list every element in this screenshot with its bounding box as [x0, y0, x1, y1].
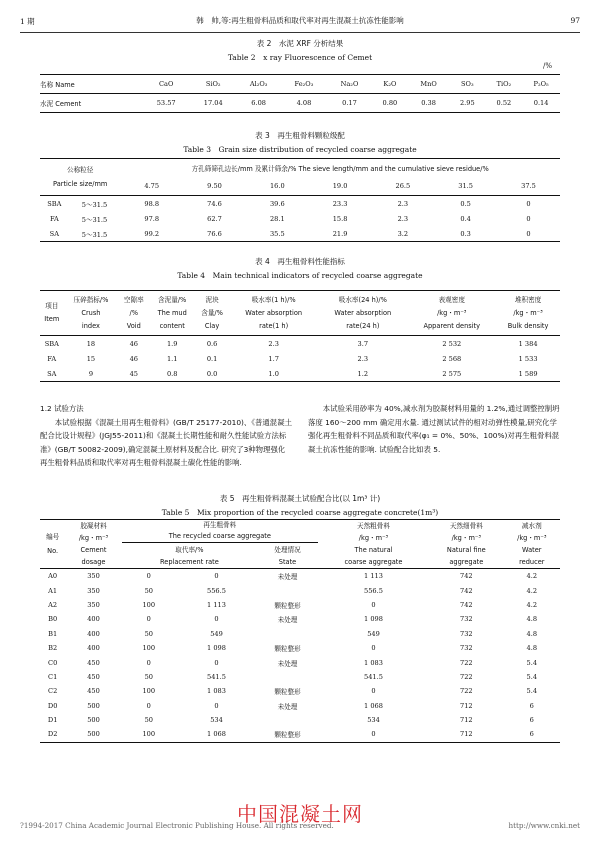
table5-cell: 0 — [146, 701, 151, 710]
table4-cell: 9 — [64, 366, 119, 382]
table5-row-label: D2 — [40, 727, 65, 742]
table5-cell: 541.5 — [207, 672, 226, 681]
table3-cell: 0.3 — [434, 226, 497, 242]
table5-state: 颗粒整形 — [257, 727, 318, 742]
table2-row-name: 水泥 Cement — [40, 94, 143, 113]
table4-row-label: FA — [47, 354, 57, 363]
table2-unit: /% — [542, 62, 552, 70]
table4 — [40, 290, 560, 382]
table4-cell: 45 — [118, 366, 149, 382]
table4-header-cell: 压碎指标/% Crush index — [64, 291, 119, 336]
table4-cell: 0.0 — [195, 366, 229, 382]
table5-state: 未处理 — [277, 702, 298, 711]
table2-header-cell: K₂O — [372, 75, 409, 94]
table5-state: 颗粒整形 — [274, 688, 301, 697]
table2-header-cell: Na₂O — [327, 75, 371, 94]
table5-cell: 4.2 — [526, 586, 538, 595]
table5-header-rca: 再生粗骨料 The recycled coarse aggregate — [122, 520, 318, 543]
table5-cell: 722 — [460, 658, 473, 667]
table2-header-cell: Fe₂O₃ — [281, 75, 328, 94]
table4-cell: 1 533 — [518, 354, 538, 363]
table5-cell: 4.8 — [526, 629, 538, 638]
table2-header-cell: TiO₂ — [486, 75, 523, 94]
table5-cell: 0 — [214, 615, 219, 624]
table5-cell: 500 — [65, 727, 121, 742]
table3-cell: 62.7 — [207, 214, 222, 223]
table4-cell: 0.1 — [206, 354, 218, 363]
table5-state: 未处理 — [277, 659, 298, 668]
table4-row-label: SBA — [44, 339, 59, 348]
footer-copyright: ?1994-2017 China Academic Journal Electronic Publishing House. All rights reserved. — [20, 821, 334, 830]
table5-cell: 400 — [87, 644, 100, 653]
table5-cell: 732 — [460, 629, 473, 638]
footer-url[interactable]: http://www.cnki.net — [508, 821, 580, 830]
table2-header-cell: P₂O₅ — [522, 75, 560, 94]
body-right-column: 本试验采用砂率为 40%,减水剂为胶凝材料用量的 1.2%,通过调整控制坍落度 160～200 mm 确定用水量. 通过测试试件的相对动弹性模量,研究化学强化再生粗骨料不同品质和取代率(φ₁ = 0%、50%、100%)对再生粗骨料混凝土抗冻性能的影响. 试验配合比如表 5. — [308, 404, 560, 454]
table5-cell: 0 — [371, 600, 376, 609]
table5-cell: 0 — [318, 727, 429, 742]
table5-row-label: C2 — [48, 687, 58, 696]
table3-cell: 5～31.5 — [69, 226, 121, 242]
table5-state: 颗粒整形 — [274, 645, 301, 654]
table2-cell: 4.08 — [281, 94, 328, 113]
table5-cell: 742 — [460, 600, 473, 609]
table5-state: 未处理 — [277, 573, 298, 582]
table4-cell: 1 384 — [518, 339, 538, 348]
table5-cell: 350 — [87, 572, 100, 581]
table5-caption-cn: 表 5 再生粗骨料混凝土试验配合比(以 1m³ 计) — [219, 494, 381, 503]
table5-cell: 50 — [144, 672, 153, 681]
table3-cell: 21.9 — [309, 226, 372, 242]
table5-cell: 556.5 — [364, 586, 383, 595]
table3-cell: 97.8 — [144, 214, 160, 223]
table5-header-no: 编号 No. — [40, 520, 65, 569]
table5-cell: 0 — [146, 658, 151, 667]
table4-header-cell: 吸水率(24 h)/% Water absorption rate(24 h) — [318, 291, 407, 336]
footer — [20, 821, 580, 830]
table5-cell: 1 098 — [364, 615, 383, 624]
table5-cell: 1 113 — [364, 572, 383, 581]
table4-header-cell: 项目 Item — [40, 291, 64, 336]
table5-cell: 722 — [460, 672, 473, 681]
table4-cell: 0.6 — [206, 339, 218, 348]
table5-cell: 712 — [460, 716, 473, 725]
table5 — [40, 519, 560, 743]
running-header — [20, 10, 580, 33]
table4-cell: 1.2 — [318, 366, 407, 382]
table3-cell: 0 — [526, 199, 531, 208]
table5-header-state: 处理情况 State — [257, 543, 318, 569]
table3 — [40, 158, 560, 242]
table3-caption-cn: 表 3 再生粗骨料颗粒级配 — [255, 131, 345, 140]
table5-cell: 722 — [460, 687, 473, 696]
table5-state — [257, 713, 318, 727]
table5-cell: 534 — [210, 716, 223, 725]
table5-state — [257, 627, 318, 641]
table2-cell: 17.04 — [190, 94, 237, 113]
table5-cell: 100 — [142, 644, 156, 653]
table4-cell: 0.8 — [149, 366, 195, 382]
table5-cell: 0 — [371, 644, 376, 653]
body-left-column: 1.2 试验方法 本试验根据《混凝土用再生粗骨料》(GB/T 25177-2010)、《普通混凝土配合比设计规程》(JGJ55-2011)和《混凝土长期性能和耐久性能试验方法标准》(GB/T 50082-2009),确定混凝土原材料及配合比. 研究了3种物理强化再生粗骨料品质和取代率对再生粗骨料混凝土碳化性能的影响. — [40, 404, 292, 467]
table5-state — [257, 670, 318, 684]
table5-cell: 732 — [460, 615, 473, 624]
table5-row-label: D0 — [47, 701, 58, 710]
table5-cell: 549 — [367, 629, 380, 638]
table5-cell: 6 — [529, 716, 534, 725]
table5-row-label: D1 — [47, 716, 58, 725]
table5-cell: 556.5 — [207, 586, 226, 595]
table5-cell: 4.8 — [526, 644, 538, 653]
table2-caption-cn: 表 2 水泥 XRF 分析结果 — [256, 39, 344, 48]
table5-cell: 100 — [122, 727, 176, 742]
table3-cell: 5～31.5 — [81, 200, 108, 209]
table3-cell: 39.6 — [269, 199, 285, 208]
table3-sieve-size: 9.50 — [183, 177, 246, 196]
table2-header-cell: MnO — [408, 75, 449, 94]
table2-cell: 0.52 — [486, 94, 523, 113]
table3-cell: 35.5 — [246, 226, 309, 242]
table2-header-cell: SiO₂ — [190, 75, 237, 94]
table3-cell: 2.3 — [397, 214, 409, 223]
table5-cell: 4.8 — [526, 615, 538, 624]
table5-cell: 549 — [210, 629, 223, 638]
table3-sieve-size: 37.5 — [497, 177, 560, 196]
table5-cell: 50 — [144, 629, 153, 638]
table4-cell: 46 — [129, 354, 138, 363]
table2-cell: 53.57 — [143, 94, 190, 113]
table4-header-cell: 泥块 含量/% Clay — [195, 291, 229, 336]
table5-cell: 0 — [371, 687, 376, 696]
table5-state: 未处理 — [277, 616, 298, 625]
table5-row-label: B2 — [48, 644, 58, 653]
table4-cell: 2 532 — [442, 339, 462, 348]
table4-cell: 3.7 — [357, 339, 369, 348]
table5-row-label: C0 — [48, 658, 58, 667]
running-title: 韩 帅,等:再生粗骨料品质和取代率对再生混凝土抗冻性能影响 — [196, 16, 404, 25]
table2-caption-en: Table 2 x ray Fluorescence of Cemet — [227, 53, 373, 62]
table5-state — [257, 583, 318, 597]
table5-cell: 4.2 — [526, 600, 538, 609]
table5-cell: 0 — [146, 615, 151, 624]
table5-state: 颗粒整形 — [274, 601, 301, 610]
table4-cell: 46 — [129, 339, 138, 348]
table3-cell: 74.6 — [207, 199, 222, 208]
table5-cell: 500 — [87, 701, 100, 710]
table3-header-size: 公称粒径 Particle size/mm — [40, 159, 120, 196]
table3-sieve-size: 4.75 — [120, 177, 183, 196]
table4-cell: 18 — [86, 339, 96, 348]
table2-cell: 0.80 — [372, 94, 409, 113]
table2 — [40, 74, 560, 113]
table3-cell: 0 — [526, 214, 531, 223]
table3-row-label: FA — [49, 214, 59, 223]
table5-row-label: C1 — [48, 672, 58, 681]
table5-cell: 1 098 — [207, 644, 226, 653]
table5-cell: 712 — [460, 701, 473, 710]
table5-cell: 541.5 — [364, 672, 383, 681]
table5-header-rate: 取代率/% Replacement rate — [122, 543, 257, 569]
table3-cell: 0.4 — [460, 214, 471, 223]
table3-cell: 15.8 — [332, 214, 348, 223]
table5-cell: 450 — [87, 687, 100, 696]
table5-header-cement: 胶凝材料 /kg・m⁻³ Cement dosage — [65, 520, 121, 569]
table4-cell: 1.0 — [229, 366, 318, 382]
table4-cell: 2 575 — [407, 366, 496, 382]
table5-cell: 450 — [87, 658, 100, 667]
table3-sieve-size: 31.5 — [434, 177, 497, 196]
watermark: 中国混凝土网 — [237, 802, 363, 826]
table5-cell: 1 083 — [364, 658, 383, 667]
table5-cell: 500 — [87, 716, 100, 725]
table3-cell: 28.1 — [269, 214, 285, 223]
table4-header-cell: 吸水率(1 h)/% Water absorption rate(1 h) — [229, 291, 318, 336]
table5-header-natural: 天然粗骨料 /kg・m⁻³ The natural coarse aggregate — [318, 520, 429, 569]
table4-cell: 1 589 — [496, 366, 560, 382]
table2-cell: 6.08 — [237, 94, 281, 113]
table5-cell: 0 — [214, 701, 219, 710]
table4-header-cell: 空隙率 /% Void — [118, 291, 149, 336]
table5-cell: 5.4 — [526, 687, 538, 696]
table5-cell: 534 — [367, 716, 380, 725]
table4-cell: 1.7 — [268, 354, 279, 363]
table5-row-label: B0 — [48, 615, 58, 624]
table3-cell: 0 — [497, 226, 560, 242]
table4-cell: 1.1 — [166, 354, 178, 363]
table4-cell: 1.9 — [166, 339, 178, 348]
table5-header-fine: 天然细骨料 /kg・m⁻³ Natural fine aggregate — [429, 520, 504, 569]
table3-cell: 2.3 — [397, 199, 409, 208]
table4-header-cell: 表观密度 /kg・m⁻³ Apparent density — [407, 291, 496, 336]
table3-caption-en: Table 3 Grain size distribution of recycled coarse aggregate — [183, 145, 417, 154]
table2-cell: 0.38 — [408, 94, 449, 113]
table4-caption-cn: 表 4 再生粗骨料性能指标 — [255, 257, 345, 266]
table2-header-cell: SO₃ — [449, 75, 486, 94]
table5-cell: 712 — [429, 727, 504, 742]
table3-cell: 23.3 — [332, 199, 348, 208]
table3-header-sieve: 方孔筛筛孔边长/mm 及累计筛余/% The sieve length/mm and the cumulative sieve residue/% — [120, 159, 560, 178]
table2-cell: 0.17 — [327, 94, 371, 113]
table5-cell: 6 — [504, 727, 560, 742]
table5-cell: 400 — [87, 629, 100, 638]
table3-cell: 5～31.5 — [81, 215, 108, 224]
table5-cell: 1 068 — [176, 727, 257, 742]
table5-cell: 742 — [460, 572, 473, 581]
table3-cell: 76.6 — [183, 226, 246, 242]
table3-sieve-size: 19.0 — [309, 177, 372, 196]
table5-cell: 0 — [214, 658, 219, 667]
table4-header-cell: 堆积密度 /kg・m⁻³ Bulk density — [496, 291, 560, 336]
issue-number: 1 期 — [20, 17, 35, 26]
table3-row-label: SA — [40, 226, 69, 242]
table5-cell: 350 — [87, 600, 100, 609]
table5-cell: 742 — [460, 586, 473, 595]
table5-row-label: A1 — [48, 586, 58, 595]
table5-cell: 1 083 — [207, 687, 226, 696]
table5-caption-en: Table 5 Mix proportion of the recycled coarse aggregate concrete(1m³) — [161, 508, 439, 517]
table3-sieve-size: 16.0 — [246, 177, 309, 196]
table5-cell: 5.4 — [526, 672, 538, 681]
table5-cell: 5.4 — [526, 658, 538, 667]
table4-cell: 15 — [86, 354, 96, 363]
table5-row-label: B1 — [48, 629, 58, 638]
table3-row-label: SBA — [47, 199, 62, 208]
table3-sieve-size: 26.5 — [371, 177, 434, 196]
table5-cell: 0 — [146, 572, 151, 581]
table4-cell: 2.3 — [268, 339, 279, 348]
table5-cell: 350 — [87, 586, 100, 595]
table5-cell: 6 — [529, 701, 534, 710]
table3-cell: 99.2 — [120, 226, 183, 242]
table3-cell: 98.8 — [144, 199, 160, 208]
table2-header-cell: CaO — [143, 75, 190, 94]
table5-cell: 100 — [142, 687, 156, 696]
table5-cell: 450 — [87, 672, 100, 681]
table3-cell: 0.5 — [460, 199, 471, 208]
table5-row-label: A2 — [48, 600, 58, 609]
table5-cell: 732 — [460, 644, 473, 653]
table2-cell: 0.14 — [522, 94, 560, 113]
table2-header-name: 名称 Name — [40, 75, 143, 94]
table5-cell: 50 — [144, 716, 153, 725]
table4-header-cell: 含泥量/% The mud content — [149, 291, 195, 336]
table5-cell: 400 — [87, 615, 100, 624]
table4-cell: 2.3 — [357, 354, 369, 363]
page-number: 97 — [570, 16, 580, 25]
table4-row-label: SA — [40, 366, 64, 382]
table5-cell: 4.2 — [526, 572, 538, 581]
table4-caption-en: Table 4 Main technical indicators of recycled coarse aggregate — [177, 271, 423, 280]
table5-cell: 0 — [214, 572, 219, 581]
table2-header-cell: Al₂O₃ — [237, 75, 281, 94]
table5-cell: 100 — [142, 600, 156, 609]
table2-cell: 2.95 — [449, 94, 486, 113]
table4-cell: 2 568 — [442, 354, 462, 363]
table5-header-reducer: 减水剂 /kg・m⁻³ Water reducer — [504, 520, 560, 569]
table3-cell: 3.2 — [371, 226, 434, 242]
table5-row-label: A0 — [48, 572, 58, 581]
table5-cell: 1 113 — [207, 600, 226, 609]
table5-cell: 1 068 — [364, 701, 383, 710]
table5-cell: 50 — [144, 586, 153, 595]
